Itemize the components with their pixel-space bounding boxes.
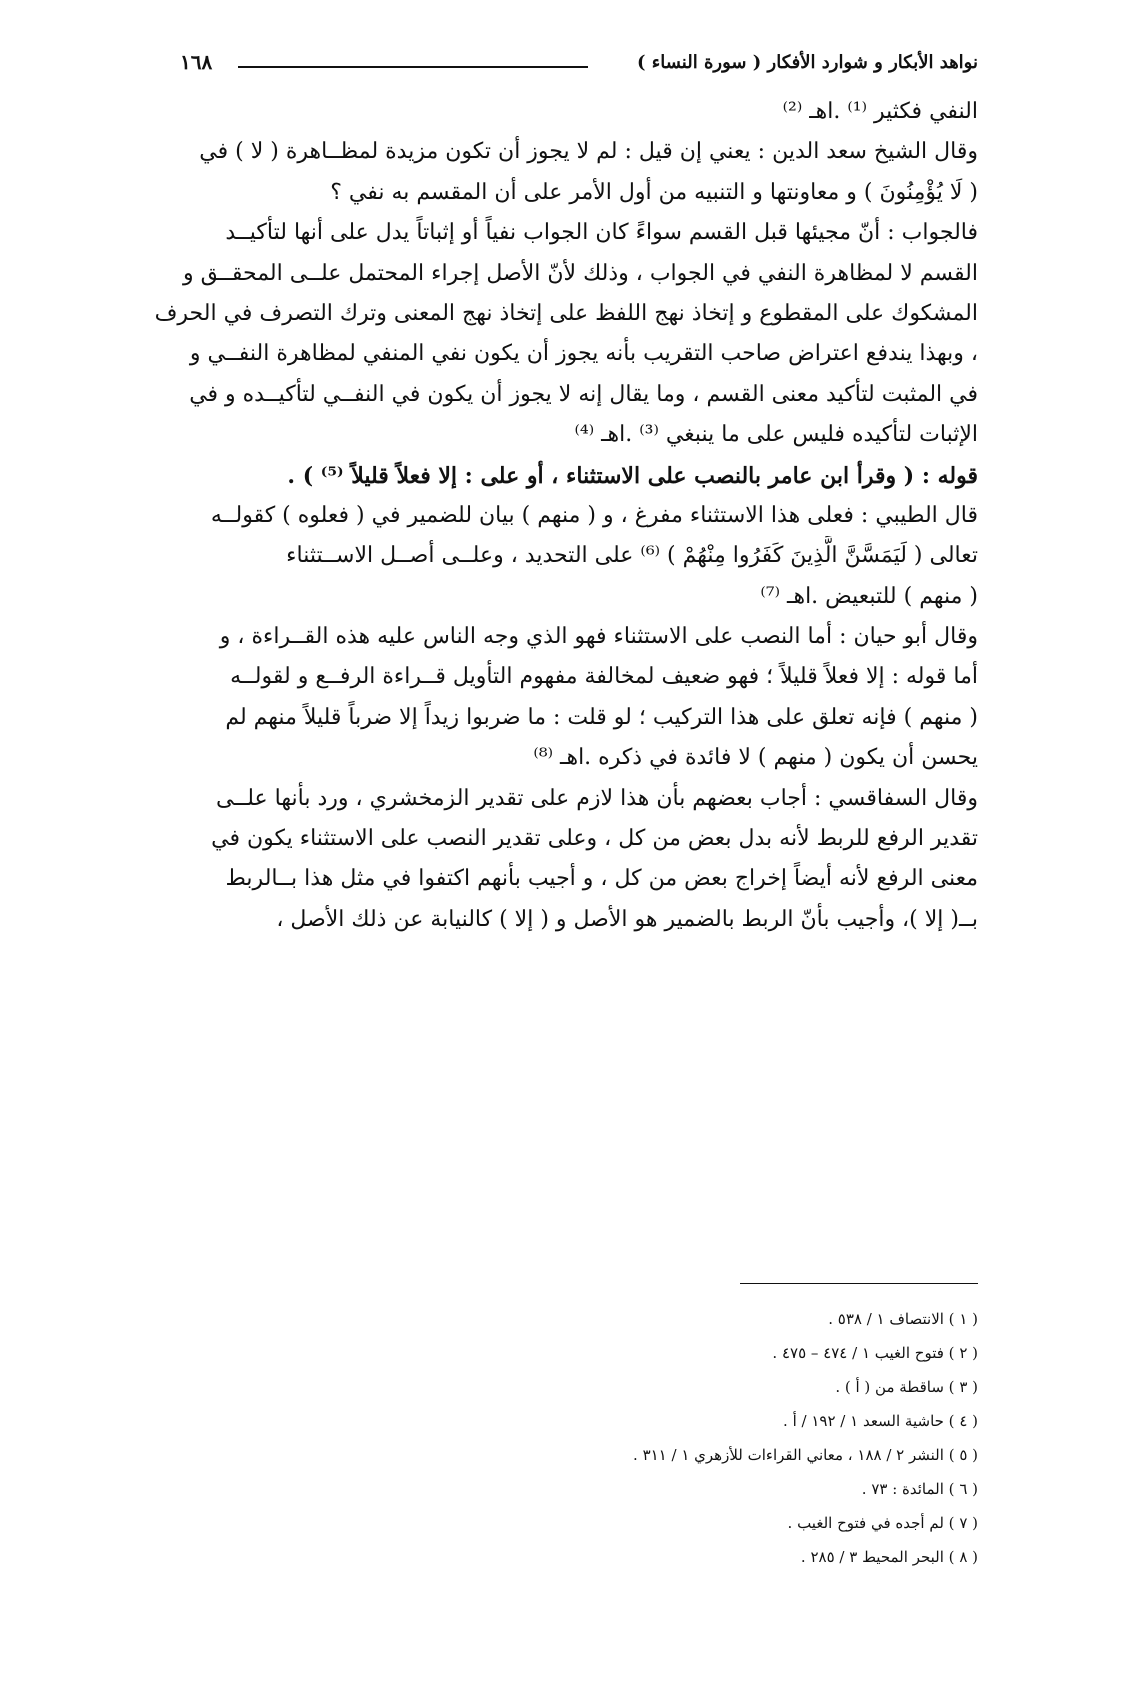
text-line: وقال السفاقسي : أجاب بعضهم بأن هذا لازم على تقدير الزمخشري ، ورد بأنها علــى <box>216 785 978 811</box>
text-line: في المثبت لتأكيد معنى القسم ، وما يقال إنه لا يجوز أن يكون في النفــي لتأكيــده و في <box>189 381 978 407</box>
text-line: قال الطيبي : فعلى هذا الاستثناء مفرغ ، و ( منهم ) بيان للضمير في ( فعلوه ) كقولــه <box>210 502 978 528</box>
book-title: نواهد الأبكار و شوارد الأفكار ( سورة النساء ) <box>636 52 978 73</box>
text-line: بــ( إلا )، وأجيب بأنّ الربط بالضمير هو الأصل و ( إلا ) كالنيابة عن ذلك الأصل ، <box>276 906 978 932</box>
text-line: القسم لا لمظاهرة النفي في الجواب ، وذلك لأنّ الأصل إجراء المحتمل علــى المحقــق و <box>183 260 978 286</box>
text-line: الإثبات لتأكيده فليس على ما ينبغي ⁽³⁾ .اهـ ⁽⁴⁾ <box>574 422 978 448</box>
text-line: ( لَا يُؤْمِنُونَ ) و معاونتها و التنبيه من أول الأمر على أن المقسم به نفي ؟ <box>330 179 978 205</box>
text-line: أما قوله : إلا فعلاً قليلاً ؛ فهو ضعيف لمخالفة مفهوم التأويل قــراءة الرفــع و لقولــه <box>230 664 978 690</box>
footnote: ( ٥ ) النشر ٢ / ١٨٨ ، معاني القراءات للأزهري ١ / ٣١١ . <box>633 1446 978 1464</box>
text-line: وقال الشيخ سعد الدين : يعني إن قيل : لم لا يجوز أن تكون مزيدة لمظــاهرة ( لا ) في <box>199 139 978 165</box>
page-number: ١٦٨ <box>180 50 213 74</box>
paragraph <box>140 617 978 779</box>
text-line: ، وبهذا يندفع اعتراض صاحب التقريب بأنه يجوز أن يكون نفي المنفي لمظاهرة النفــي و <box>189 341 978 367</box>
heading-line: قوله : ( وقرأ ابن عامر بالنصب على الاستثناء ، أو على : إلا فعلاً قليلاً ⁽⁵⁾ ) . <box>287 462 978 489</box>
text-line: وقال أبو حيان : أما النصب على الاستثناء فهو الذي وجه الناس عليه هذه القــراءة ، و <box>219 624 978 650</box>
text-line: النفي فكثير ⁽¹⁾ .اهـ ⁽²⁾ <box>782 99 978 124</box>
paragraph <box>140 213 978 455</box>
footnote: ( ١ ) الانتصاف ١ / ٥٣٨ . <box>828 1310 978 1328</box>
text-line: يحسن أن يكون ( منهم ) لا فائدة في ذكره .اهـ ⁽⁸⁾ <box>533 745 978 771</box>
footnote: ( ٤ ) حاشية السعد ١ / ١٩٢ / أ . <box>783 1412 978 1430</box>
footnote: ( ٣ ) ساقطة من ( أ ) . <box>835 1378 978 1396</box>
paragraph <box>140 132 978 213</box>
footnote-separator <box>740 1283 978 1284</box>
paragraph <box>140 456 978 496</box>
footnote: ( ٨ ) البحر المحيط ٣ / ٢٨٥ . <box>800 1548 978 1566</box>
footnote: ( ٦ ) المائدة : ٧٣ . <box>861 1480 978 1498</box>
footnotes <box>380 1302 978 1574</box>
text-line: تقدير الرفع للربط لأنه بدل بعض من كل ، وعلى تقدير النصب على الاستثناء يكون في <box>211 826 978 852</box>
footnote: ( ٢ ) فتوح الغيب ١ / ٤٧٤ – ٤٧٥ . <box>772 1344 978 1362</box>
paragraph <box>140 779 978 941</box>
text-line: ( منهم ) للتبعيض .اهـ ⁽⁷⁾ <box>760 583 978 609</box>
header-rule <box>238 66 588 68</box>
paragraph <box>140 496 978 617</box>
main-text <box>140 92 978 940</box>
text-line: تعالى ( لَيَمَسَّنَّ الَّذِينَ كَفَرُوا مِنْهُمْ ) ⁽⁶⁾ على التحديد ، وعلــى أصــل الاســتثناء <box>286 543 978 569</box>
text-line: المشكوك على المقطوع و إتخاذ نهج اللفظ على إتخاذ نهج المعنى وترك التصرف في الحرف <box>154 300 978 326</box>
text-line: معنى الرفع لأنه أيضاً إخراج بعض من كل ، و أجيب بأنهم اكتفوا في مثل هذا بــالربط <box>225 866 978 892</box>
paragraph <box>140 92 978 132</box>
text-line: ( منهم ) فإنه تعلق على هذا التركيب ؛ لو قلت : ما ضربوا زيداً إلا ضرباً قليلاً منهم لم <box>225 704 978 730</box>
footnote: ( ٧ ) لم أجده في فتوح الغيب . <box>787 1514 978 1532</box>
running-header <box>180 44 978 84</box>
text-line: فالجواب : أنّ مجيئها قبل القسم سواءً كان الجواب نفياً أو إثباتاً يدل على أنها لتأكيــد <box>225 220 978 246</box>
